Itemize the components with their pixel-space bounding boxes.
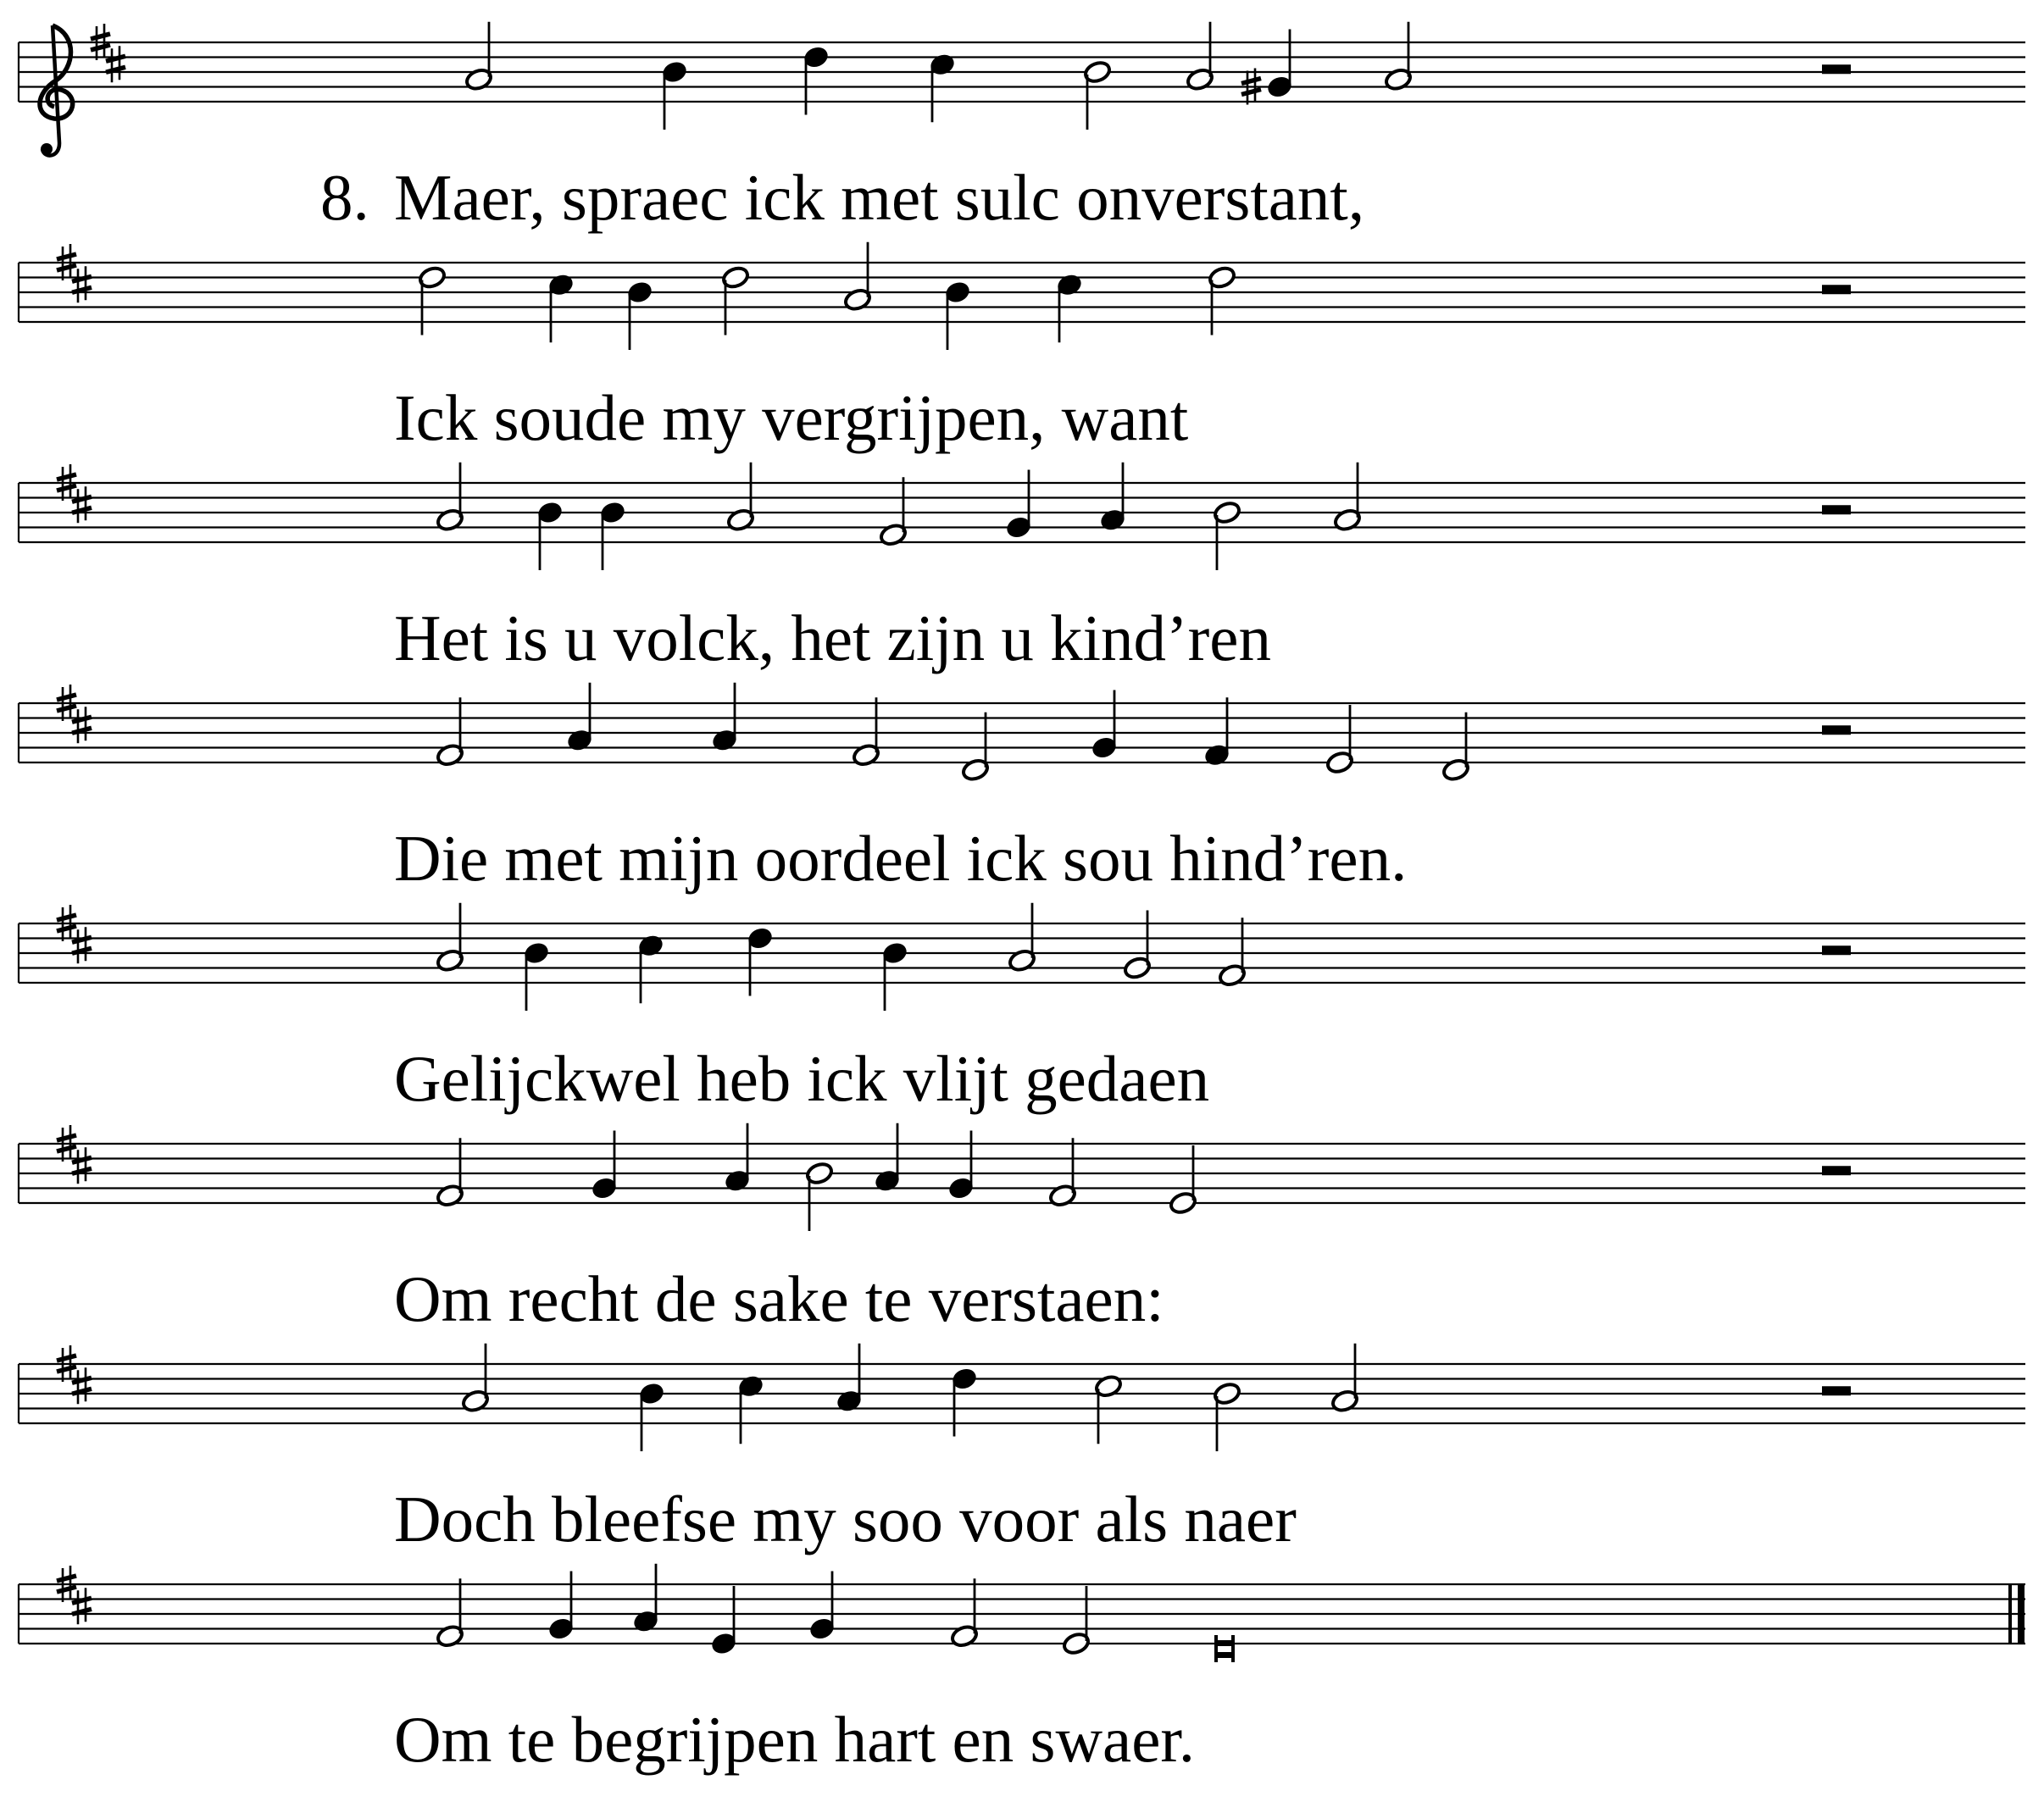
note-quarter (951, 1367, 979, 1437)
note-quarter (547, 1572, 575, 1642)
note-quarter (599, 500, 627, 570)
note-quarter (747, 926, 775, 996)
lyric-line-8: Om te begrijpen hart en swaer. (394, 1703, 1196, 1776)
note-quarter (881, 940, 909, 1011)
staff-system-4 (19, 683, 2025, 783)
lyric-line-7: Doch bleefse my soo voor als naer (394, 1483, 1297, 1555)
sharp-c-icon (72, 266, 92, 302)
whole-rest (1822, 505, 1851, 514)
note-quarter (944, 280, 972, 350)
lyric-line-2: Ick soude my vergrijpen, want (394, 381, 1189, 454)
note-quarter (1091, 690, 1119, 761)
whole-rest (1822, 64, 1851, 74)
whole-rest (1822, 1166, 1851, 1175)
note-quarter (808, 1572, 836, 1642)
note-half (1062, 1586, 1091, 1656)
note-half (1213, 500, 1241, 570)
note-quarter (1241, 30, 1293, 105)
note-quarter (803, 45, 830, 115)
note-half (1213, 1381, 1241, 1451)
staff-system-8 (19, 1564, 2025, 1662)
lyric-line-5: Gelijckwel heb ick vlijt gedaen (394, 1042, 1210, 1115)
whole-rest (1822, 285, 1851, 294)
lyric-line-4: Die met mijn oordeel ick sou hind’ren. (394, 822, 1408, 895)
sharp-c-icon (72, 1588, 92, 1624)
staff-system-7 (19, 1344, 2025, 1451)
sharp-c-icon (72, 1367, 92, 1404)
staff-system-6 (19, 1123, 2025, 1231)
note-half (418, 265, 447, 335)
staff-system-1 (19, 22, 2025, 156)
whole-rest (1822, 945, 1851, 955)
staff-system-2 (19, 242, 2025, 350)
staff-system-3 (19, 463, 2025, 570)
breve-rest (1214, 1635, 1235, 1662)
note-half (721, 265, 750, 335)
note-quarter (661, 59, 689, 130)
sharp-c-icon (72, 1147, 92, 1184)
whole-rest (1822, 725, 1851, 735)
lyric-line-1: Maer, spraec ick met sulc onverstant, (394, 161, 1365, 234)
sharp-c-icon (72, 927, 92, 963)
note-quarter (947, 1131, 975, 1201)
note-quarter (638, 1381, 666, 1451)
note-quarter (1005, 470, 1033, 541)
note-half (1169, 1145, 1197, 1216)
note-quarter (536, 500, 564, 570)
note-half (805, 1161, 834, 1231)
treble-clef-icon (40, 25, 73, 156)
note-half (1123, 911, 1152, 981)
whole-rest (1822, 1386, 1851, 1395)
verse-number: 8. (320, 161, 369, 234)
note-half (1083, 59, 1112, 130)
note-quarter (626, 280, 654, 350)
sharp-c-icon (72, 707, 92, 743)
sharp-c-icon (106, 46, 125, 82)
note-quarter (591, 1131, 619, 1201)
sharp-c-icon (72, 486, 92, 523)
note-quarter (710, 1586, 738, 1656)
lyric-line-3: Het is u volck, het zijn u kind’ren (394, 602, 1271, 674)
note-quarter (523, 940, 551, 1011)
note-half (1325, 705, 1354, 775)
staff-system-5 (19, 903, 2025, 1011)
lyric-line-6: Om recht de sake te verstaen: (394, 1262, 1164, 1335)
note-half (1208, 265, 1236, 335)
